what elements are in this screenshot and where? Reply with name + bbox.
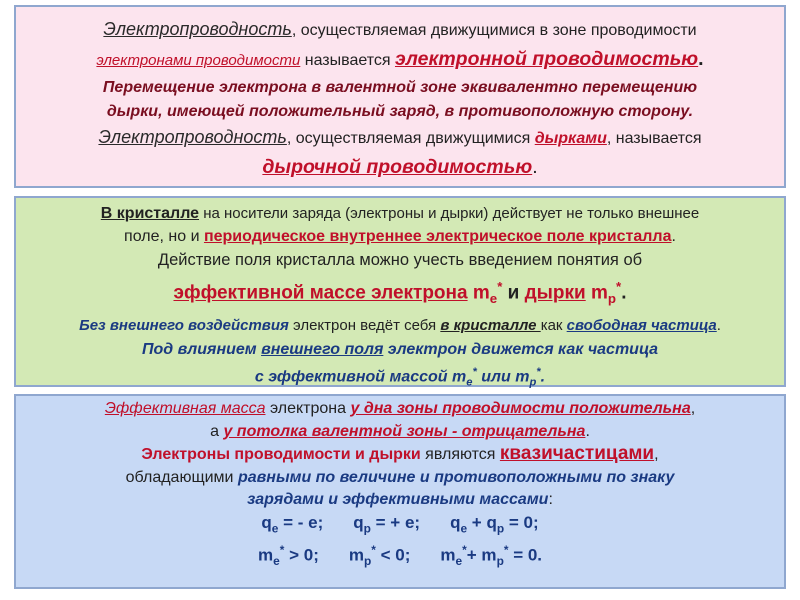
- p3-line-5: зарядами и эффективными массами:: [247, 491, 553, 508]
- p1-line-5: Электропроводность, осуществляемая движущимися дырками, называется: [98, 127, 702, 147]
- p2-line-7: с эффективной массой $m_e^*$ или $m_p^*$.: [254, 366, 546, 389]
- p2-line-2: поле, но и периодическое внутреннее электрическое поле кристалла.: [124, 228, 676, 246]
- panel-quasiparticles: [14, 394, 786, 589]
- panel-effective-mass-concept: [14, 196, 786, 387]
- p1-line-1: Электропроводность, осуществляемая движущимися в зоне проводимости: [103, 19, 697, 39]
- panel-conductivity-types: [14, 5, 786, 188]
- p2-line-5: Без внешнего воздействия электрон ведёт себя в кристалле как свободная частица.: [79, 317, 721, 335]
- equation-charges: $q_e$ = - e; $q_p$ = + e; $q_e + q_p = 0$;: [261, 512, 539, 535]
- p3-line-4: обладающими равными по величине и противоположными по знаку: [125, 468, 675, 486]
- p3-line-1: Эффективная масса электрона у дна зоны проводимости положительна,: [104, 400, 696, 417]
- p1-line-6: дырочной проводимостью.: [262, 156, 538, 178]
- term-holes: дырками: [534, 130, 607, 147]
- term-electron-conductivity: электронной проводимостью: [394, 48, 699, 70]
- p1-line-4: дырки, имеющей положительный заряд, в противоположную сторону.: [106, 103, 694, 120]
- p2-line-4: эффективной массе электрона $m_e^*$ и дырки $m_p^*$.: [173, 279, 627, 307]
- term-effective-mass-electron: эффективной массе электрона: [173, 282, 468, 304]
- p2-line-6: Под влиянием внешнего поля электрон движется как частица: [142, 340, 658, 358]
- p2-line-3: Действие поля кристалла можно учесть введением понятия об: [157, 250, 643, 269]
- p2-line-1: В кристалле на носители заряда (электроны и дырки) действует не только внешнее: [100, 205, 700, 222]
- term-in-crystal: В кристалле: [100, 205, 200, 222]
- term-conduction-electrons: электронами проводимости: [96, 52, 301, 69]
- term-effective-mass: Эффективная масса: [104, 400, 266, 417]
- p3-line-2: а у потолка валентной зоны - отрицательна.: [210, 422, 590, 440]
- p1-line-2: электронами проводимости называется электронной проводимостью.: [96, 48, 704, 70]
- p1-line-3: Перемещение электрона в валентной зоне эквивалентно перемещению: [102, 79, 698, 96]
- term-periodic-field: периодическое внутреннее электрическое поле кристалла: [203, 228, 672, 246]
- term-hole: дырки: [524, 282, 586, 304]
- p3-line-3: Электроны проводимости и дырки являются квазичастицами,: [141, 443, 659, 464]
- term-free-particle: свободная частица: [566, 317, 717, 335]
- term-conductivity: Электропроводность: [103, 19, 292, 39]
- term-conductivity-2: Электропроводность: [98, 127, 287, 147]
- term-quasiparticles: квазичастицами: [499, 443, 655, 464]
- equation-masses: $m_e^* > 0$; $m_p^* < 0$; $m_e^*+ m_p^* = 0$.: [257, 543, 543, 569]
- term-hole-conductivity: дырочной проводимостью: [262, 156, 533, 178]
